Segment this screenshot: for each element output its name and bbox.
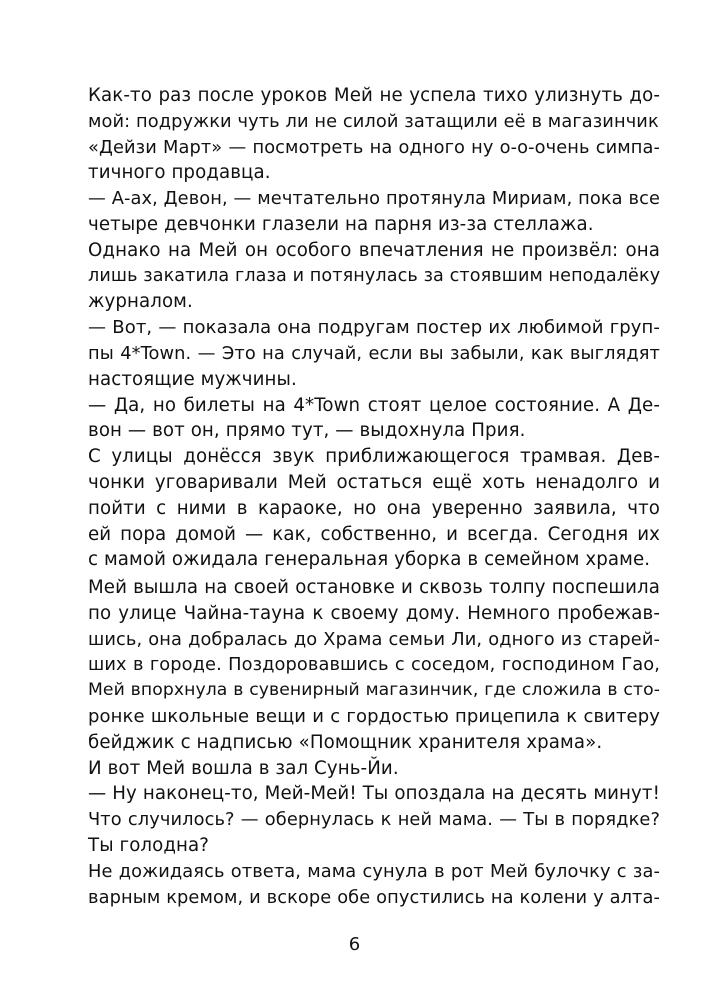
text-line: настоящие мужчины. <box>88 368 297 390</box>
text-line: Однако на Мей он особого впечатления не произвёл: она <box>88 239 660 261</box>
text-line: лишь закатила глаза и потянулась за стоявшим неподалёку <box>88 265 661 286</box>
text-section-1 <box>88 83 660 573</box>
text-line: «Дейзи Март» — посмотреть на одного ну о-о-очень симпа- <box>88 136 660 158</box>
text-line: по улице Чайна-тауна к своему дому. Немного пробежав- <box>88 602 660 624</box>
text-line: Как-то раз после уроков Мей не успела тихо улизнуть до- <box>88 85 660 106</box>
text-line: мой: подружки чуть ли не силой затащили её в магазинчик <box>88 110 659 132</box>
text-line: — А-ах, Девон, — мечтательно протянула Мириам, пока все <box>88 188 660 210</box>
text-line: вон — вот он, прямо тут, — выдохнула Прия. <box>88 420 526 442</box>
text-line: бейджик с надписью «Помощник хранителя храма». <box>88 731 603 753</box>
text-line: ей пора домой — как, собственно, и всегда. Сегодня их <box>88 523 660 545</box>
text-line: пы 4*Town. — Это на случай, если вы забыли, как выглядят <box>88 342 660 364</box>
text-line: — Вот, — показала она подругам постер их любимой груп- <box>88 317 660 339</box>
page-number: 6 <box>348 934 361 955</box>
text-line: Ты голодна? <box>88 834 210 856</box>
text-line: четыре девчонки глазели на парня из-за стеллажа. <box>88 213 594 235</box>
text-line: с мамой ожидала генеральная уборка в семейном храме. <box>88 549 651 571</box>
text-line: — Ну наконец-то, Мей-Мей! Ты опоздала на десять минут! <box>88 783 660 805</box>
text-line: Мей вышла на своей остановке и сквозь толпу поспешила <box>88 577 660 598</box>
text-line: пойти с ними в караоке, но она уверенно заявила, что <box>88 497 660 519</box>
text-line: варным кремом, и вскоре обе опустились на колени у алта- <box>88 886 660 908</box>
text-line: чонки уговаривали Мей остаться ещё хоть ненадолго и <box>88 471 660 493</box>
text-line: Мей впорхнула в сувенирный магазинчик, где сложила в сто- <box>88 680 660 701</box>
text-section-2 <box>88 575 660 910</box>
text-line: журналом. <box>88 291 193 313</box>
text-line: ших в городе. Поздоровавшись с соседом, господином Гао, <box>88 654 660 676</box>
text-line: Не дожидаясь ответа, мама сунула в рот Мей булочку с за- <box>88 860 660 882</box>
text-line: С улицы донёсся звук приближающегося трамвая. Дев- <box>88 446 660 468</box>
text-line: Что случилось? — обернулась к ней мама. — Ты в порядке? <box>88 809 660 831</box>
text-line: ронке школьные вещи и с гордостью прицепила к свитеру <box>88 705 660 727</box>
text-line: шись, она добралась до Храма семьи Ли, одного из старей- <box>88 628 660 650</box>
text-line: И вот Мей вошла в зал Сунь-Йи. <box>88 757 399 779</box>
text-line: — Да, но билеты на 4*Town стоят целое состояние. А Де- <box>88 394 660 416</box>
text-line: тичного продавца. <box>88 162 271 184</box>
